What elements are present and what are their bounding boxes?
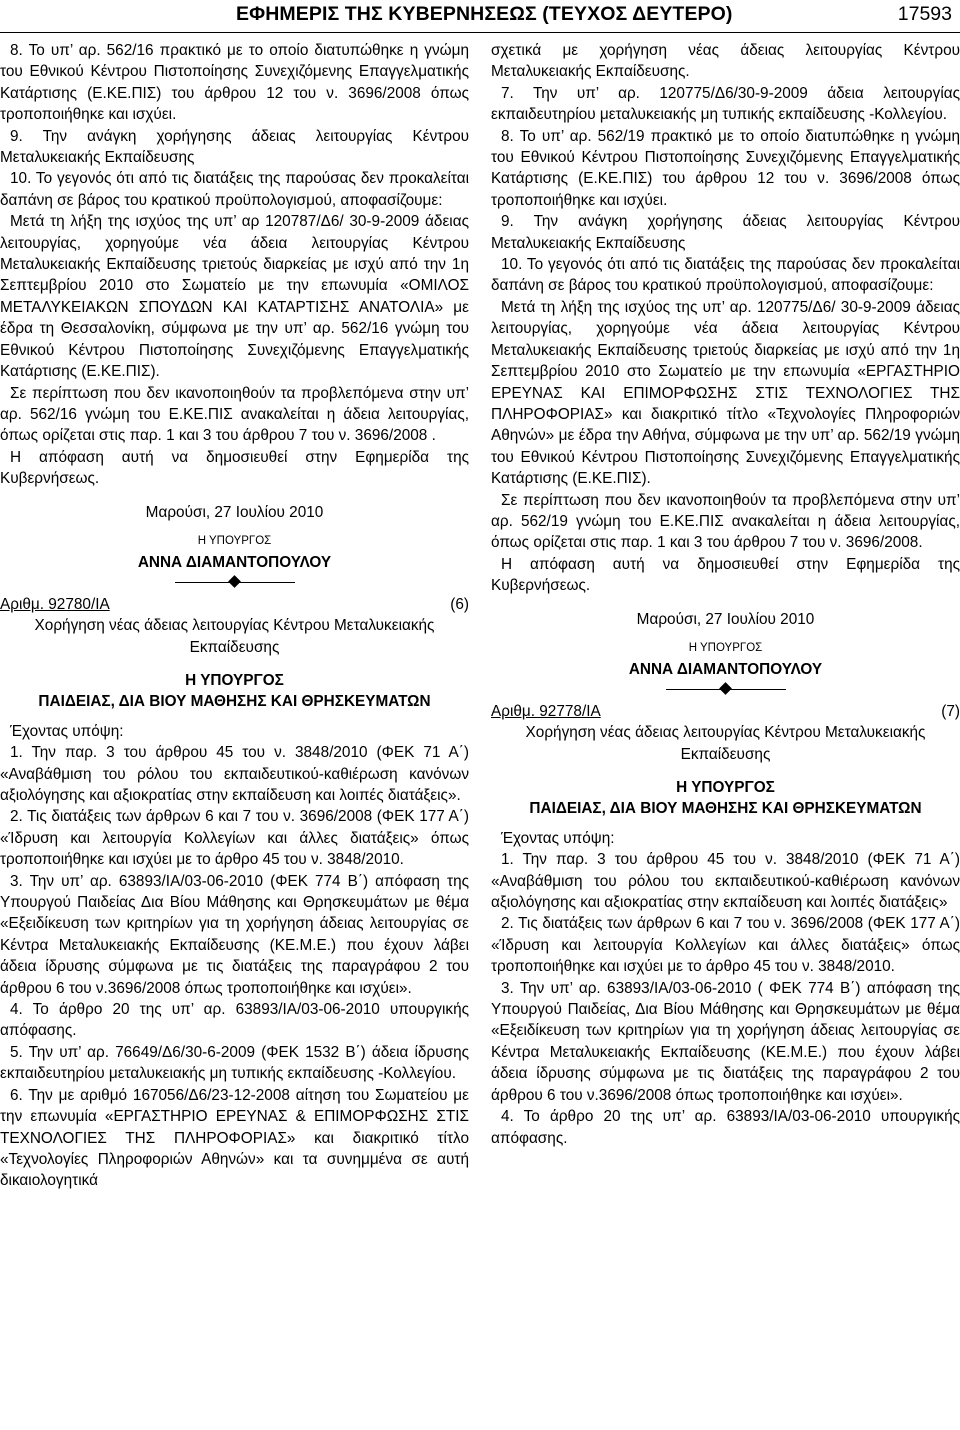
minister-role: Η ΥΠΟΥΡΓΟΣ (688, 641, 763, 654)
list-item: 1. Την παρ. 3 του άρθρου 45 του ν. 3848/2010 (ΦΕΚ 71 Α΄) «Αναβάθμιση του ρόλου του εκπαιδευτικού-καθιέρωση κανόνων αξιολόγησης και αξιοκρατίας στην εκπαίδευση και λοιπές διατάξεις». (0, 744, 469, 804)
gazette-title: ΕΦΗΜΕΡΙΣ ΤΗΣ ΚΥΒΕΡΝΗΣΕΩΣ (ΤΕΥΧΟΣ ΔΕΥΤΕΡΟ) (236, 3, 733, 25)
list-item: 4. Το άρθρο 20 της υπ’ αρ. 63893/ΙΑ/03-06-2010 υπουργικής απόφασης. (491, 1108, 960, 1147)
paragraph: 9. Την ανάγκη χορήγησης άδειας λειτουργίας Κέντρου Μεταλυκειακής Εκπαίδευσης (491, 213, 960, 252)
issuer-ministry: ΠΑΙΔΕΙΑΣ, ΔΙΑ ΒΙΟΥ ΜΑΘΗΣΗΣ ΚΑΙ ΘΡΗΣΚΕΥΜΑΤΩΝ (529, 800, 922, 818)
paragraph: 10. Το γεγονός ότι από τις διατάξεις της παρούσας δεν προκαλείται δαπάνη σε βάρος του κρατικού προϋπολογισμού, αποφασίζουμε: (491, 256, 960, 295)
list-item: 6. Την με αριθμό 167056/Δ6/23-12-2008 αίτηση του Σωματείου με την επωνυμία «ΕΡΓΑΣΤΗΡΙΟ ΕΡΕΥΝΑΣ & ΕΠΙΜΟΡΦΩΣΗΣ ΣΤΙΣ ΤΕΧΝΟΛΟΓΙΕΣ ΤΗΣ ΠΛΗΡΟΦΟΡΙΑΣ» και διακριτικό τίτλο «Τεχνολογίες Πληροφοριών Αθηνών» και τα συνημμένα σε αυτή δικαιολογητικά (0, 1086, 469, 1190)
having-regard-heading: Έχοντας υπόψη: (10, 722, 124, 740)
list-item: 1. Την παρ. 3 του άρθρου 45 του ν. 3848/2010 (ΦΕΚ 71 Α΄) «Αναβάθμιση του ρόλου του εκπαιδευτικού-καθιέρωση κανόνων αξιολόγησης και αξιοκρατίας στην εκπαίδευση και λοιπές διατάξεις» (491, 851, 960, 912)
place-date: Μαρούσι, 27 Ιουλίου 2010 (636, 610, 815, 628)
list-item: 3. Την υπ’ αρ. 63893/ΙΑ/03-06-2010 ( ΦΕΚ 774 Β΄) απόφαση της Υπουργού Παιδείας, Δια Βίου Μάθησης και Θρησκευμάτων με θέμα «Εξειδίκευση των κριτηρίων για τη χορήγηση άδειας λειτουργίας σε Κέντρα Μεταλυκειακής Εκπαίδευσης (ΚΕ.Μ.Ε.) που έχουν λάβει άδεια ίδρυσης σύμφωνα με τις διατάξεις της παραγράφου 2 του άρθρου 6 του ν.3696/2008 όπως τροποποιήθηκε και ισχύει». (491, 979, 960, 1104)
issuer-role: Η ΥΠΟΥΡΓΟΣ (185, 671, 284, 689)
minister-role: Η ΥΠΟΥΡΓΟΣ (197, 534, 272, 547)
right-column (491, 40, 960, 1149)
page-header (0, 0, 960, 32)
header-divider (0, 32, 960, 33)
section-separator (175, 576, 295, 588)
paragraph: 9. Την ανάγκη χορήγησης άδειας λειτουργίας Κέντρου Μεταλυκειακής Εκπαίδευσης (0, 127, 469, 167)
paragraph: Μετά τη λήξη της ισχύος της υπ’ αρ 120787/Δ6/ 30-9-2009 άδειας λειτουργίας, χορηγούμε νέα άδεια λειτουργίας Κέντρου Μεταλυκειακής Εκπαίδευσης τριετούς διαρκείας με ισχύ από την 1η Σεπτεμβρίου 2010 στο Σωματείο με την επωνυμία «ΟΜΙΛΟΣ ΜΕΤΑΛΥΚΕΙΑΚΩΝ ΣΠΟΥΔΩΝ ΚΑΙ ΚΑΤΑΡΤΙΣΗΣ ΑΝΑΤΟΛΙΑ» με έδρα τη Θεσσαλονίκη, σύμφωνα με την υπ’ αρ. 562/16 γνώμη του Εθνικού Κέντρου Πιστοποίησης Συνεχιζόμενης Επαγγελματικής Κατάρτισης (Ε.ΚΕ.ΠΙΣ). (0, 213, 469, 381)
decision-header (491, 701, 960, 722)
decision-number: Αριθμ. 92778/ΙΑ (491, 702, 601, 720)
page-number: 17593 (897, 3, 952, 25)
decision-number: Αριθμ. 92780/ΙΑ (0, 595, 110, 613)
list-item: 2. Τις διατάξεις των άρθρων 6 και 7 του ν. 3696/2008 (ΦΕΚ 177 Α΄) «Ίδρυση και λειτουργία Κολλεγίων και άλλες διατάξεις» όπως τροποποιήθηκε και ισχύει με το άρθρο 45 του ν. 3848/2010. (491, 915, 960, 976)
place-date: Μαρούσι, 27 Ιουλίου 2010 (145, 503, 324, 521)
decision-index: (7) (941, 702, 960, 720)
decision-title: Χορήγηση νέας άδειας λειτουργίας Κέντρου Μεταλυκειακής Εκπαίδευσης (34, 617, 435, 656)
paragraph: Η απόφαση αυτή να δημοσιευθεί στην Εφημερίδα της Κυβερνήσεως. (491, 555, 960, 595)
paragraph: Μετά τη λήξη της ισχύος της υπ’ αρ. 120775/Δ6/ 30-9-2009 άδειας λειτουργίας, χορηγούμε νέα άδεια λειτουργίας Κέντρου Μεταλυκειακής Εκπαίδευσης τριετούς διαρκείας με ισχύ από την 1η Σεπτεμβρίου 2010 στο Σωματείο με την επωνυμία «ΕΡΓΑΣΤΗΡΙΟ ΕΡΕΥΝΑΣ ΚΑΙ ΕΠΙΜΟΡΦΩΣΗΣ ΣΤΙΣ ΤΕΧΝΟΛΟΓΙΕΣ ΤΗΣ ΠΛΗΡΟΦΟΡΙΑΣ» και διακριτικό τίτλο «Τεχνολογίες Πληροφοριών Αθηνών» με έδρα την Αθήνα, σύμφωνα με την υπ’ αρ. 562/19 γνώμη του Εθνικού Κέντρου Πιστοποίησης Συνεχιζόμενης Επαγγελματικής Κατάρτισης (Ε.ΚΕ.ΠΙΣ). (491, 298, 960, 488)
paragraph: 7. Την υπ’ αρ. 120775/Δ6/30-9-2009 άδεια λειτουργίας εκπαιδευτηρίου μεταλυκειακής μη τυπικής εκπαίδευσης -Κολλεγίου. (491, 84, 960, 124)
paragraph: Σε περίπτωση που δεν ικανοποιηθούν τα προβλεπόμενα στην υπ’ αρ. 562/19 γνώμη του Ε.ΚΕ.ΠΙΣ ανακαλείται η άδεια λειτουργίας, όπως ορίζεται στις παρ. 1 και 3 του άρθρου 7 του ν. 3696/2008. (491, 491, 960, 552)
paragraph: 8. Το υπ’ αρ. 562/19 πρακτικό με το οποίο διατυπώθηκε η γνώμη του Εθνικού Κέντρου Πιστοποίησης Συνεχιζόμενης Επαγγελματικής Κατάρτισης (Ε.ΚΕ.ΠΙΣ) του άρθρου 12 του ν. 3696/2008 όπως τροποποιήθηκε και ισχύει. (491, 127, 960, 209)
left-column (0, 40, 469, 1192)
decision-header (0, 594, 469, 615)
issuer-role: Η ΥΠΟΥΡΓΟΣ (676, 779, 775, 796)
list-item: 3. Την υπ’ αρ. 63893/ΙΑ/03-06-2010 (ΦΕΚ 774 Β΄) απόφαση της Υπουργού Παιδείας Δια Βίου Μάθησης και Θρησκευμάτων με θέμα «Εξειδίκευση των κριτηρίων για τη χορήγηση άδειας λειτουργίας σε Κέντρα Μεταλυκειακής Εκπαίδευσης (ΚΕ.Μ.Ε.) που έχουν λάβει άδεια ίδρυσης σύμφωνα με τις διατάξεις της παραγράφου 2 του άρθρου 6 του ν.3696/2008 όπως τροποποιήθηκε και ισχύει». (0, 872, 469, 997)
minister-name: ΑΝΝΑ ΔΙΑΜΑΝΤΟΠΟΥΛΟΥ (137, 554, 332, 572)
decision-title: Χορήγηση νέας άδειας λειτουργίας Κέντρου Μεταλυκειακής Εκπαίδευσης (525, 724, 926, 763)
having-regard-heading: Έχοντας υπόψη: (501, 829, 615, 847)
list-item: 2. Τις διατάξεις των άρθρων 6 και 7 του ν. 3696/2008 (ΦΕΚ 177 Α΄) «Ίδρυση και λειτουργία Κολλεγίων και άλλες διατάξεις» όπως τροποποιήθηκε και ισχύει με το άρθρο 45 του ν. 3848/2010. (0, 808, 469, 869)
list-item: 4. Το άρθρο 20 της υπ’ αρ. 63893/ΙΑ/03-06-2010 υπουργικής απόφασης. (0, 1001, 469, 1040)
paragraph: Η απόφαση αυτή να δημοσιευθεί στην Εφημερίδα της Κυβερνήσεως. (0, 448, 469, 488)
decision-index: (6) (450, 595, 469, 613)
paragraph: 8. Το υπ’ αρ. 562/16 πρακτικό με το οποίο διατυπώθηκε η γνώμη του Εθνικού Κέντρου Πιστοποίησης Συνεχιζόμενης Επαγγελματικής Κατάρτισης (Ε.ΚΕ.ΠΙΣ) του άρθρου 12 του ν. 3696/2008 όπως τροποποιήθηκε και ισχύει. (0, 42, 469, 124)
paragraph: Σε περίπτωση που δεν ικανοποιηθούν τα προβλεπόμενα στην υπ’ αρ. 562/16 γνώμη του Ε.ΚΕ.ΠΙΣ ανακαλείται η άδεια λειτουργίας, όπως ορίζεται στις παρ. 1 και 3 του άρθρου 7 του ν. 3696/2008 . (0, 384, 469, 445)
minister-name: ΑΝΝΑ ΔΙΑΜΑΝΤΟΠΟΥΛΟΥ (628, 661, 823, 679)
paragraph: σχετικά με χορήγηση νέας άδειας λειτουργίας Κέντρου Μεταλυκειακής Εκπαίδευσης. (491, 42, 960, 81)
list-item: 5. Την υπ’ αρ. 76649/Δ6/30-6-2009 (ΦΕΚ 1532 Β΄) άδεια ίδρυσης εκπαιδευτηρίου μεταλυκειακής μη τυπικής εκπαίδευσης -Κολλεγίου. (0, 1043, 469, 1083)
paragraph: 10. Το γεγονός ότι από τις διατάξεις της παρούσας δεν προκαλείται δαπάνη σε βάρος του κρατικού προϋπολογισμού, αποφασίζουμε: (0, 170, 469, 209)
section-separator (666, 683, 786, 695)
issuer-ministry: ΠΑΙΔΕΙΑΣ, ΔΙΑ ΒΙΟΥ ΜΑΘΗΣΗΣ ΚΑΙ ΘΡΗΣΚΕΥΜΑΤΩΝ (38, 693, 431, 711)
